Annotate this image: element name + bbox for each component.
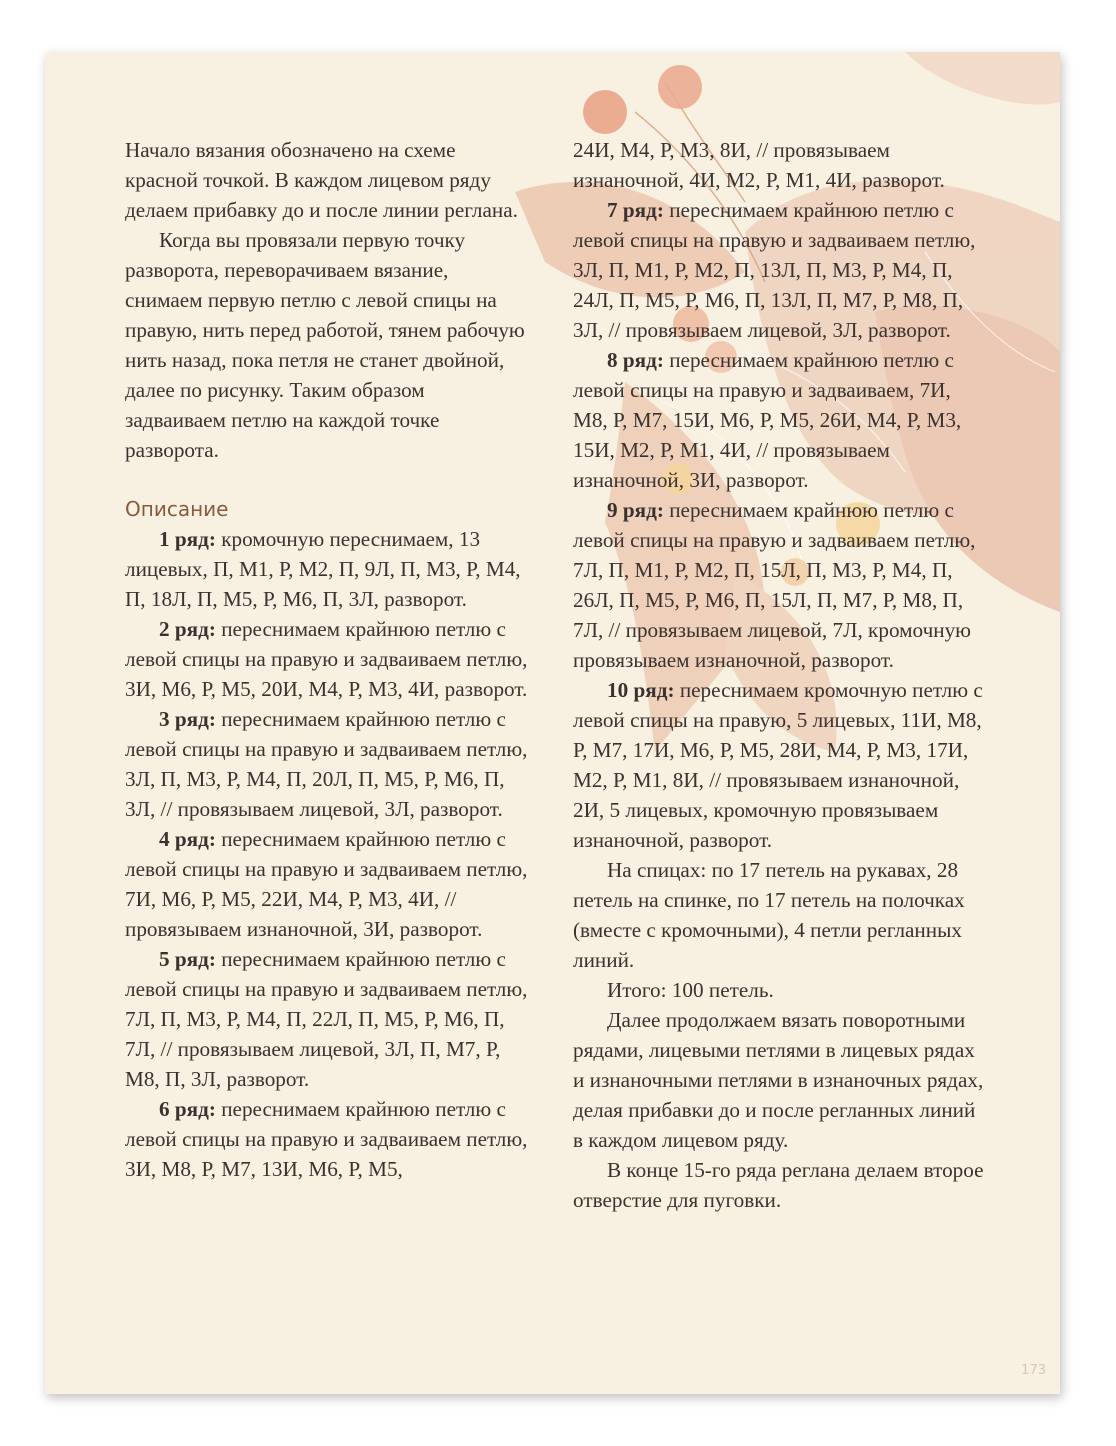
row-label: 8 ряд:: [607, 348, 664, 372]
row-label: 7 ряд:: [607, 198, 664, 222]
row-instruction: [125, 704, 530, 824]
row-label: 6 ряд:: [159, 1097, 216, 1121]
row-instruction: [573, 195, 985, 345]
row-text: переснимаем крайнюю петлю с левой спицы на правую и задваиваем, 7И, М8, Р, М7, 15И, М6, Р, М5, 26И, М4, Р, М3, 15И, М2, Р, М1, 4И, // провязываем изнаночной, 3И, разворот.: [573, 348, 962, 492]
row-instruction: [125, 824, 530, 944]
row-text: переснимаем крайнюю петлю с левой спицы на правую и задваиваем петлю, 3И, М8, Р, М7, 13И, М6, Р, М5,: [125, 1097, 528, 1181]
buttonhole-paragraph: В конце 15-го ряда реглана делаем второе отверстие для пуговки.: [573, 1158, 984, 1212]
row-instruction: [573, 675, 985, 855]
row-label: 5 ряд:: [159, 947, 216, 971]
row-label: 10 ряд:: [607, 678, 675, 702]
row-instruction: [573, 495, 985, 675]
stitch-count-paragraph: На спицах: по 17 петель на рукавах, 28 петель на спинке, по 17 петель на полочках (вместе с кромочными), 4 петли регланных линий.: [573, 858, 965, 972]
row-text: переснимаем крайнюю петлю с левой спицы на правую и задваиваем петлю, 7И, М6, Р, М5, 22И, М4, Р, М3, 4И, // провязываем изнаночной, 3И, разворот.: [125, 827, 528, 941]
row-instruction: [125, 614, 530, 704]
row-label: 9 ряд:: [607, 498, 664, 522]
row-text: переснимаем крайнюю петлю с левой спицы на правую и задваиваем петлю, 3И, М6, Р, М5, 20И, М4, Р, М3, 4И, разворот.: [125, 617, 528, 701]
leaf-shape: [905, 52, 1060, 105]
row-text: переснимаем крайнюю петлю с левой спицы на правую и задваиваем петлю, 7Л, П, М1, Р, М2, П, 15Л, П, М3, Р, М4, П, 26Л, П, М5, Р, М6, П, 15Л, П, М7, Р, М8, П, 7Л, // провязываем лицевой, 7Л, кромочную провязываем изнаночной, разворот.: [573, 498, 976, 672]
row-label: 2 ряд:: [159, 617, 216, 641]
row-instruction: [125, 1094, 530, 1184]
row-instruction: [125, 524, 530, 614]
row-label: 3 ряд:: [159, 707, 216, 731]
page-number: 173: [1021, 1363, 1046, 1378]
row-instruction: [573, 345, 985, 495]
intro-paragraph-1: Начало вязания обозначено на схеме красной точкой. В каждом лицевом ряду делаем прибавку до и после линии реглана.: [125, 138, 518, 222]
section-heading: Описание: [125, 497, 229, 521]
row-label: 4 ряд:: [159, 827, 216, 851]
continuation-paragraph: 24И, М4, Р, М3, 8И, // провязываем изнаночной, 4И, М2, Р, М1, 4И, разворот.: [573, 138, 945, 192]
row-text: переснимаем крайнюю петлю с левой спицы на правую и задваиваем петлю, 7Л, П, М3, Р, М4, П, 22Л, П, М5, Р, М6, П, 7Л, // провязываем лицевой, 3Л, П, М7, Р, М8, П, 3Л, разворот.: [125, 947, 528, 1091]
continue-paragraph: Далее продолжаем вязать поворотными рядами, лицевыми петлями в лицевых рядах и изнаночными петлями в изнаночных рядах, делая прибавки до и после регланных линий в каждом лицевом ряду.: [573, 1008, 984, 1152]
left-column: [125, 135, 530, 1184]
row-text: переснимаем крайнюю петлю с левой спицы на правую и задваиваем петлю, 3Л, П, М1, Р, М2, П, 13Л, П, М3, Р, М4, П, 24Л, П, М5, Р, М6, П, 13Л, П, М7, Р, М8, П, 3Л, // провязываем лицевой, 3Л, разворот.: [573, 198, 976, 342]
intro-paragraph-2: Когда вы провязали первую точку разворота, переворачиваем вязание, снимаем первую петлю с левой спицы на правую, нить перед работой, тянем рабочую нить назад, пока петля не станет двойной, далее по рисунку. Таким образом задваиваем петлю на каждой точке разворота.: [125, 228, 525, 462]
right-column: [573, 135, 985, 1215]
row-text: кромочную переснимаем, 13 лицевых, П, М1, Р, М2, П, 9Л, П, М3, Р, М4, П, 18Л, П, М5, Р, М6, П, 3Л, разворот.: [125, 527, 521, 611]
row-instruction: [125, 944, 530, 1094]
row-text: переснимаем крайнюю петлю с левой спицы на правую и задваиваем петлю, 3Л, П, М3, Р, М4, П, 20Л, П, М5, Р, М6, П, 3Л, // провязываем лицевой, 3Л, разворот.: [125, 707, 528, 821]
book-page: [45, 52, 1060, 1394]
total-paragraph: Итого: 100 петель.: [607, 978, 774, 1002]
row-text: переснимаем кромочную петлю с левой спицы на правую, 5 лицевых, 11И, М8, Р, М7, 17И, М6, Р, М5, 28И, М4, Р, М3, 17И, М2, Р, М1, 8И, // провязываем изнаночной, 2И, 5 лицевых, кромочную провязываем изнаночной, разворот.: [573, 678, 983, 852]
row-label: 1 ряд:: [159, 527, 216, 551]
